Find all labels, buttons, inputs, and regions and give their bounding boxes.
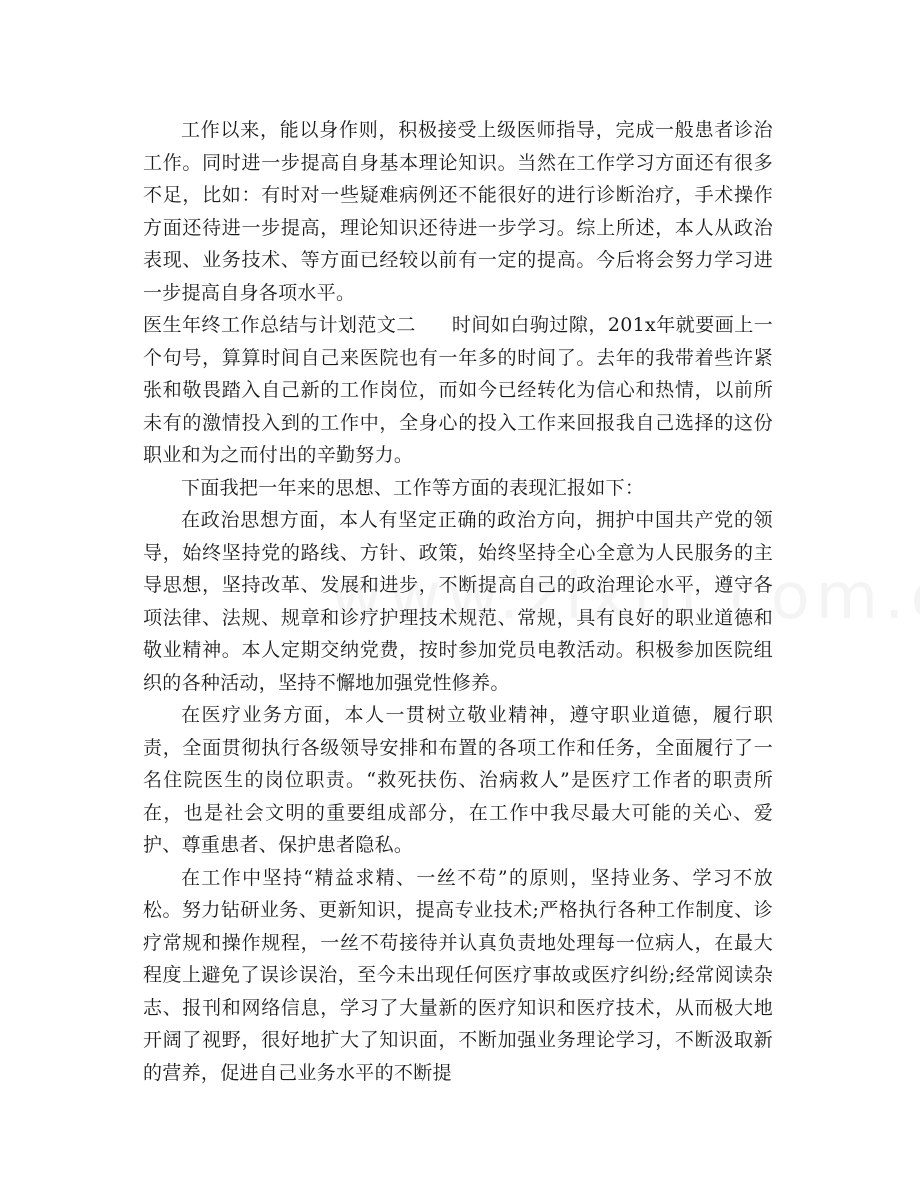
paragraph-political: 在政治思想方面，本人有坚定正确的政治方向，拥护中国共产党的领导，始终坚持党的路线、方针、政策，始终坚持全心全意为人民服务的主导思想，坚持改革、发展和进步，不断提高自己的政治理论水平，遵守各项法律、法规、规章和诊疗护理技术规范、常规，具有良好的职业道德和敬业精神。本人定期交纳党费，按时参加党员电教活动。积极参加医院组织的各种活动，坚持不懈地加强党性修养。 — [143, 509, 773, 694]
paragraph-medical-business: 在医疗业务方面，本人一贯树立敬业精神，遵守职业道德，履行职责，全面贯彻执行各级领导安排和布置的各项工作和任务，全面履行了一名住院医生的岗位职责。“救死扶伤、治病救人”是医疗工作者的职责所在，也是社会文明的重要组成部分，在工作中我尽最大可能的关心、爱护、尊重患者、保护患者隐私。 — [143, 704, 773, 856]
document-body — [143, 114, 773, 1089]
paragraph-report-intro: 下面我把一年来的思想、工作等方面的表现汇报如下： — [181, 476, 645, 499]
section-title: 医生年终工作总结与计划范文二 — [143, 314, 416, 336]
paragraph-work-principles: 在工作中坚持“精益求精、一丝不苟”的原则，坚持业务、学习不放松。努力钻研业务、更新知识，提高专业技术;严格执行各种工作制度、诊疗常规和操作规程，一丝不苟接待并认真负责地处理每一位病人，在最大程度上避免了误诊误治，至今未出现任何医疗事故或医疗纠纷;经常阅读杂志、报刊和网络信息，学习了大量新的医疗知识和医疗技术，从而极大地开阔了视野，很好地扩大了知识面，不断加强业务理论学习，不断汲取新的营养，促进自己业务水平的不断提 — [143, 866, 773, 1084]
section-heading-line — [143, 309, 773, 472]
paragraph-work-summary: 工作以来，能以身作则，积极接受上级医师指导，完成一般患者诊治工作。同时进一步提高自身基本理论知识。当然在工作学习方面还有很多不足，比如：有时对一些疑难病例还不能很好的进行诊断治疗，手术操作方面还待进一步提高，理论知识还待进一步学习。综上所述，本人从政治表现、业务技术、等方面已经较以前有一定的提高。今后将会努力学习进一步提高自身各项水平。 — [143, 119, 773, 304]
section-intro-text: 时间如白驹过隙，201x年就要画上一个句号，算算时间自己来医院也有一年多的时间了。去年的我带着些许紧张和敬畏踏入自己新的工作岗位，而如今已经转化为信心和热情，以前所未有的激情投入到的工作中，全身心的投入工作来回报我自己选择的这份职业和为之而付出的辛勤努力。 — [143, 314, 773, 466]
